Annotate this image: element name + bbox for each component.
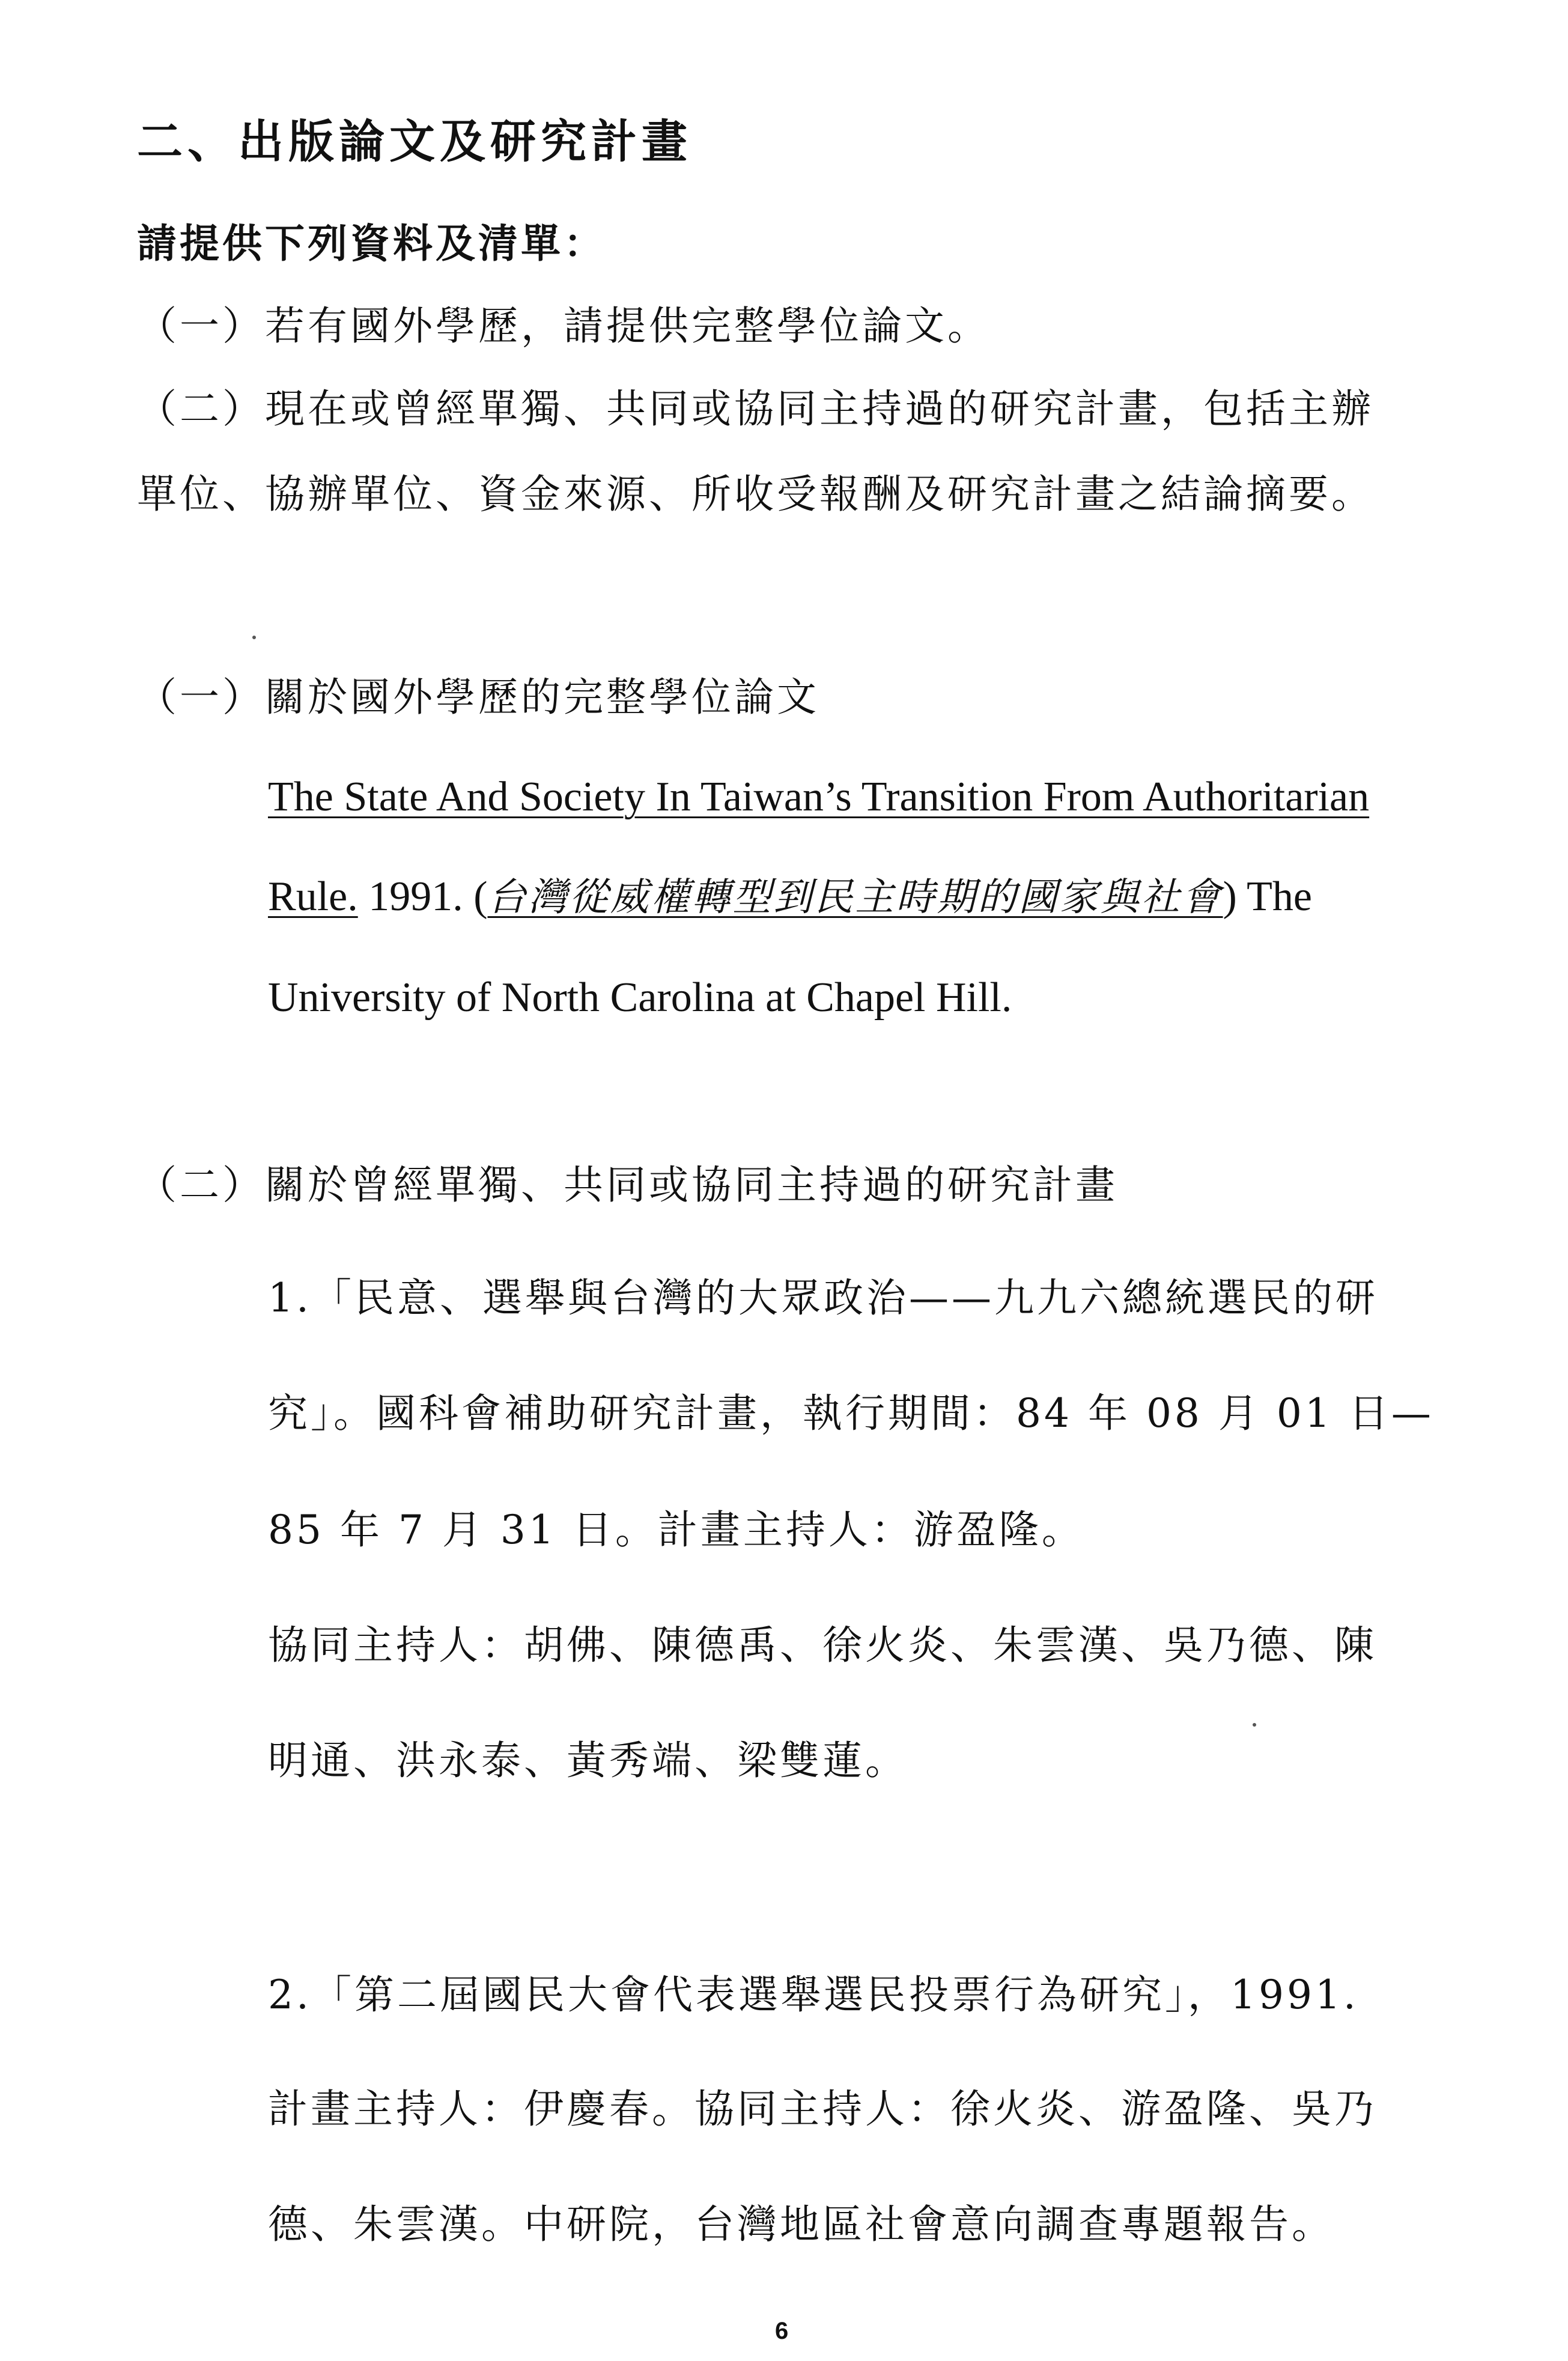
- thesis-year: 1991. (: [357, 874, 488, 920]
- thesis-after: ) The: [1223, 874, 1312, 920]
- thesis-chinese-title: 台灣從威權轉型到民主時期的國家與社會: [487, 875, 1223, 920]
- scan-speck: [252, 636, 256, 639]
- scan-speck: [1253, 1723, 1256, 1727]
- requirement-line: （二）現在或曾經單獨、共同或協同主持過的研究計畫，包括主辦: [137, 386, 1374, 432]
- thesis-title-line2: Rule.: [268, 874, 358, 920]
- page-number: 6: [775, 2318, 789, 2344]
- thesis-citation-line: [268, 876, 1312, 918]
- project1-line: 協同主持人：胡佛、陳德禹、徐火炎、朱雲漢、吳乃德、陳: [268, 1622, 1377, 1668]
- project2-line: 2.「第二屆國民大會代表選舉選民投票行為研究」，1991.: [268, 1972, 1359, 2018]
- part2-heading: （二）關於曾經單獨、共同或協同主持過的研究計畫: [137, 1162, 1118, 1208]
- project2-line: 德、朱雲漢。中研院，台灣地區社會意向調查專題報告。: [268, 2201, 1334, 2247]
- section-title: 二、出版論文及研究計畫: [137, 115, 692, 168]
- project2-line: 計畫主持人：伊慶春。協同主持人：徐火炎、游盈隆、吳乃: [268, 2086, 1377, 2132]
- thesis-title-line1: The State And Society In Taiwan’s Transition From Authoritarian: [268, 774, 1370, 820]
- part1-heading: （一）關於國外學歷的完整學位論文: [137, 674, 819, 720]
- project1-line: 85 年 7 月 31 日。計畫主持人：游盈隆。: [268, 1507, 1084, 1553]
- project1-line: 究」。國科會補助研究計畫，執行期間：84 年 08 月 01 日—: [268, 1390, 1434, 1436]
- project1-line: 明通、洪永泰、黃秀端、梁雙蓮。: [268, 1737, 908, 1784]
- instruction-text: 請提供下列資料及清單：: [137, 220, 606, 267]
- requirement-line: 單位、協辦單位、資金來源、所收受報酬及研究計畫之結論摘要。: [137, 471, 1374, 517]
- university-line: University of North Carolina at Chapel Hill.: [268, 974, 1012, 1021]
- project1-line: 1.「民意、選舉與台灣的大眾政治——九九六總統選民的研: [268, 1275, 1378, 1321]
- requirement-line: （一）若有國外學歷，請提供完整學位論文。: [137, 303, 990, 349]
